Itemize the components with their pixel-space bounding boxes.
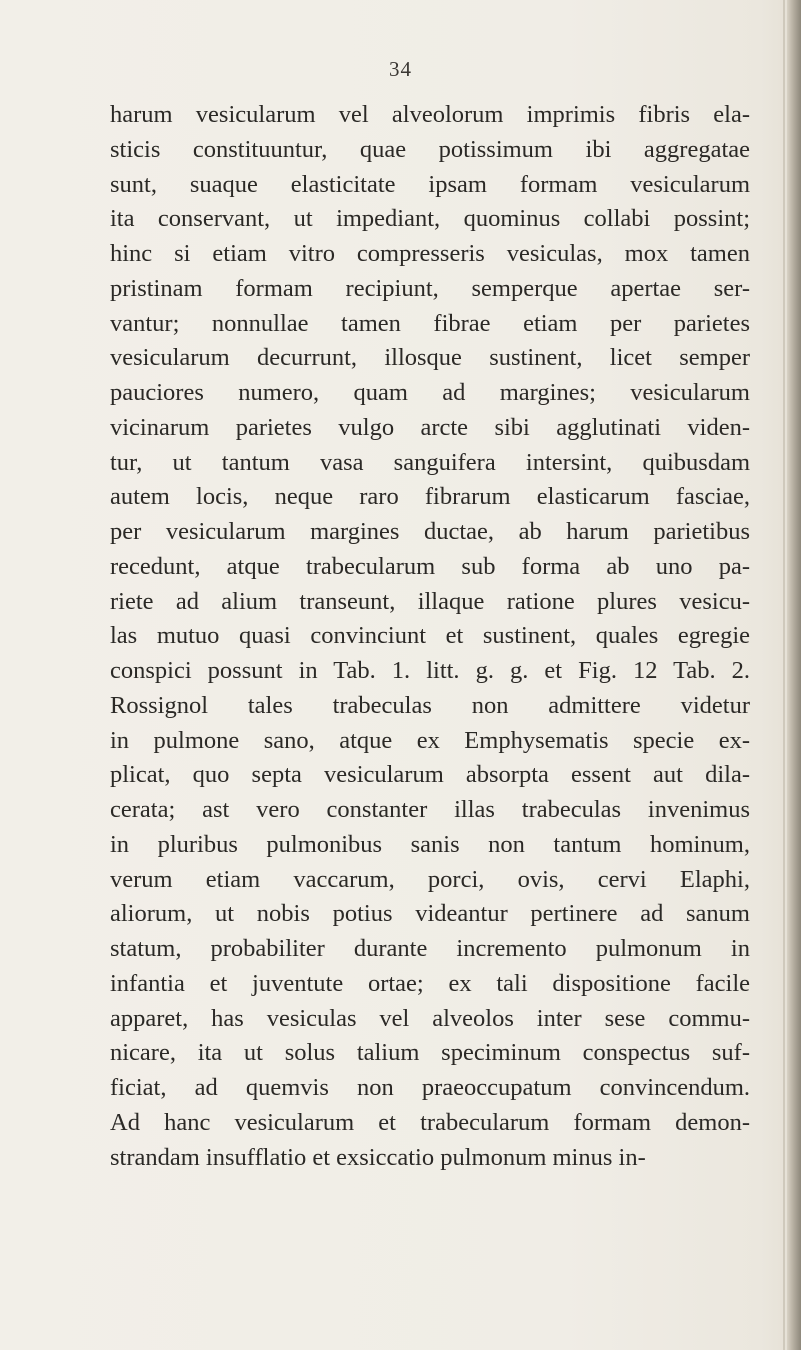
book-spine-edge — [787, 0, 801, 1350]
text-line: strandam insufflatio et exsiccatio pulmonum minus in- — [110, 1143, 646, 1171]
text-line: las mutuo quasi convinciunt et sustinent, quales egregie — [110, 622, 750, 650]
text-line: plicat, quo septa vesicularum absorpta essent aut dila- — [110, 761, 750, 789]
text-line: pauciores numero, quam ad margines; vesicularum — [110, 379, 750, 406]
text-line: verum etiam vaccarum, porci, ovis, cervi Elaphi, — [110, 865, 750, 893]
text-line: sticis constituuntur, quae potissimum ibi aggregatae — [110, 135, 750, 163]
page-number: 34 — [389, 57, 412, 81]
text-line: nicare, ita ut solus talium speciminum conspectus suf- — [110, 1039, 750, 1067]
text-line: vicinarum parietes vulgo arcte sibi agglutinati viden- — [110, 413, 750, 441]
text-line: statum, probabiliter durante incremento pulmonum in — [110, 935, 750, 962]
text-line: recedunt, atque trabecularum sub forma ab uno pa- — [110, 552, 750, 580]
text-line: conspici possunt in Tab. 1. litt. g. g. et Fig. 12 Tab. 2. — [110, 657, 750, 684]
text-line: in pluribus pulmonibus sanis non tantum hominum, — [110, 830, 750, 858]
text-line: apparet, has vesiculas vel alveolos inter sese commu- — [110, 1004, 750, 1032]
text-line: Ad hanc vesicularum et trabecularum formam demon- — [110, 1108, 750, 1136]
text-line: in pulmone sano, atque ex Emphysematis specie ex- — [110, 726, 750, 754]
text-line: pristinam formam recipiunt, semperque apertae ser- — [110, 274, 750, 302]
text-line: ficiat, ad quemvis non praeoccupatum convincendum. — [110, 1074, 750, 1101]
text-line: autem locis, neque raro fibrarum elasticarum fasciae, — [110, 483, 750, 511]
text-line: aliorum, ut nobis potius videantur pertinere ad sanum — [110, 900, 750, 928]
body-text — [110, 98, 750, 1175]
text-line: tur, ut tantum vasa sanguifera intersint, quibusdam — [110, 448, 750, 476]
text-line: vesicularum decurrunt, illosque sustinent, licet semper — [110, 344, 750, 372]
text-line: riete ad alium transeunt, illaque ratione plures vesicu- — [110, 587, 750, 615]
text-line: hinc si etiam vitro compresseris vesiculas, mox tamen — [110, 240, 750, 267]
text-line: harum vesicularum vel alveolorum imprimis fibris ela- — [110, 101, 750, 128]
text-line: ita conservant, ut impediant, quominus collabi possint; — [110, 205, 750, 233]
text-line: per vesicularum margines ductae, ab harum parietibus — [110, 518, 750, 545]
text-line: vantur; nonnullae tamen fibrae etiam per parietes — [110, 309, 750, 337]
text-line: sunt, suaque elasticitate ipsam formam vesicularum — [110, 170, 750, 198]
text-line: infantia et juventute ortae; ex tali dispositione facile — [110, 969, 750, 997]
text-line: Rossignol tales trabeculas non admittere videtur — [110, 691, 750, 719]
page-edge-shadow — [783, 0, 785, 1350]
text-line: cerata; ast vero constanter illas trabeculas invenimus — [110, 796, 750, 823]
